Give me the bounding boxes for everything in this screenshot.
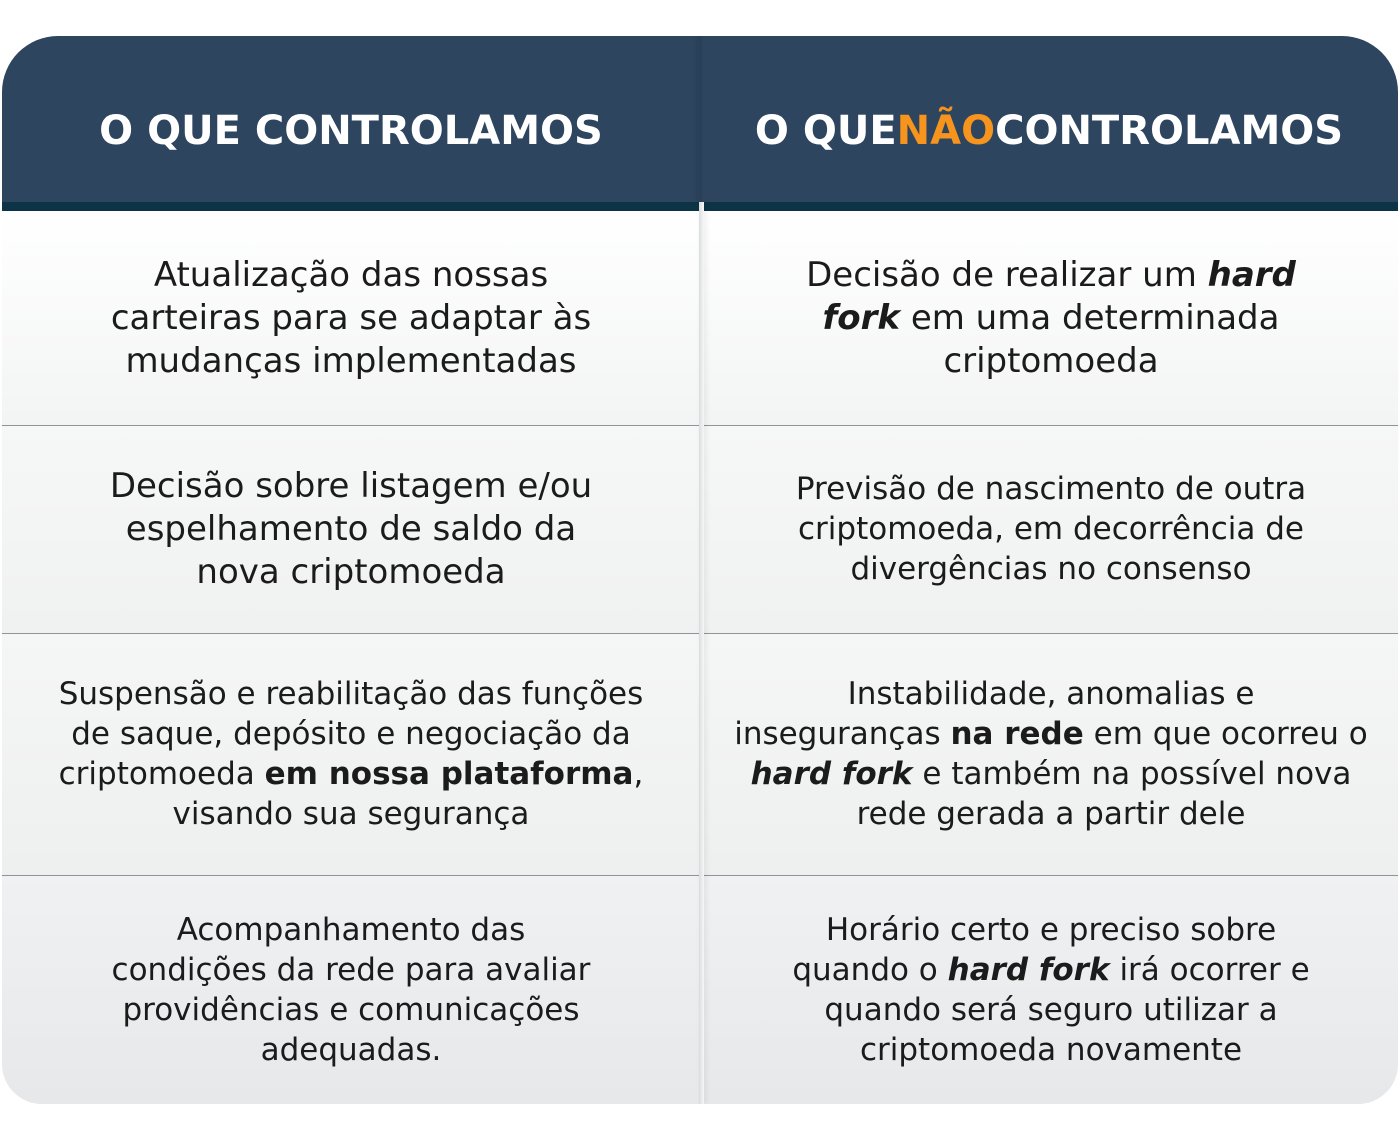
cell-text: inseguranças [734, 716, 951, 752]
cell-controlled [2, 633, 700, 875]
cell-emphasis: hard fork [947, 951, 1110, 988]
cell-controlled [2, 425, 700, 633]
cell-bold: em nossa plataforma [264, 756, 634, 792]
cell-not-controlled [704, 425, 1398, 633]
cell-text: em que ocorreu o [1083, 716, 1368, 752]
cell-emphasis: hard [1207, 254, 1296, 295]
cell-bold: na rede [950, 716, 1084, 752]
cell-line: mudanças implementadas [125, 340, 577, 381]
cell-line: Atualização das nossas [153, 254, 549, 295]
cell-line: de saque, depósito e negociação da [71, 716, 631, 752]
cell-line: visando sua segurança [172, 796, 530, 832]
header-accent-word: NÃO [896, 108, 996, 154]
cell-line: Previsão de nascimento de outra [795, 471, 1307, 507]
cell-line: Suspensão e reabilitação das funções [58, 676, 644, 712]
cell-line: adequadas. [260, 1031, 442, 1068]
cell-text: criptomoeda [58, 756, 265, 792]
header-not-controlled [700, 36, 1398, 202]
cell-emphasis: hard fork [750, 756, 913, 792]
header-controlled [2, 36, 700, 202]
cell-not-controlled [704, 875, 1398, 1104]
cell-line: Instabilidade, anomalias e [847, 676, 1255, 712]
cell-text: , [633, 756, 644, 792]
cell-line: Decisão sobre listagem e/ou [109, 465, 593, 506]
cell-line: nova criptomoeda [196, 551, 506, 592]
cell-line: quando será seguro utilizar a [824, 991, 1278, 1028]
cell-text: irá ocorrer e [1109, 951, 1310, 988]
header-suffix: CONTROLAMOS [995, 108, 1344, 154]
cell-line: condições da rede para avaliar [111, 951, 591, 988]
cell-controlled [2, 875, 700, 1104]
cell-line: espelhamento de saldo da [125, 508, 577, 549]
cell-not-controlled [704, 633, 1398, 875]
cell-line: criptomoeda novamente [859, 1031, 1243, 1068]
cell-not-controlled [704, 211, 1398, 425]
cell-line: Acompanhamento das [176, 911, 526, 948]
cell-line: Horário certo e preciso sobre [825, 911, 1277, 948]
cell-line: criptomoeda [943, 340, 1159, 381]
header-prefix: O QUE [754, 108, 897, 154]
cell-text: quando o [792, 951, 948, 988]
cell-emphasis: fork [822, 297, 901, 338]
table-header [2, 36, 1398, 211]
cell-text: Decisão de realizar um [806, 254, 1208, 295]
cell-line: rede gerada a partir dele [856, 796, 1246, 832]
column-divider [699, 202, 704, 1104]
header-controlled-title: O QUE CONTROLAMOS [99, 108, 603, 154]
cell-text: e também na possível nova [912, 756, 1352, 792]
comparison-table [2, 36, 1398, 1104]
cell-line: carteiras para se adaptar às [110, 297, 592, 338]
cell-line: criptomoeda, em decorrência de [798, 511, 1304, 547]
cell-controlled [2, 211, 700, 425]
cell-line: providências e comunicações [122, 991, 580, 1028]
cell-line: divergências no consenso [850, 551, 1252, 587]
cell-text: em uma determinada [900, 297, 1280, 338]
